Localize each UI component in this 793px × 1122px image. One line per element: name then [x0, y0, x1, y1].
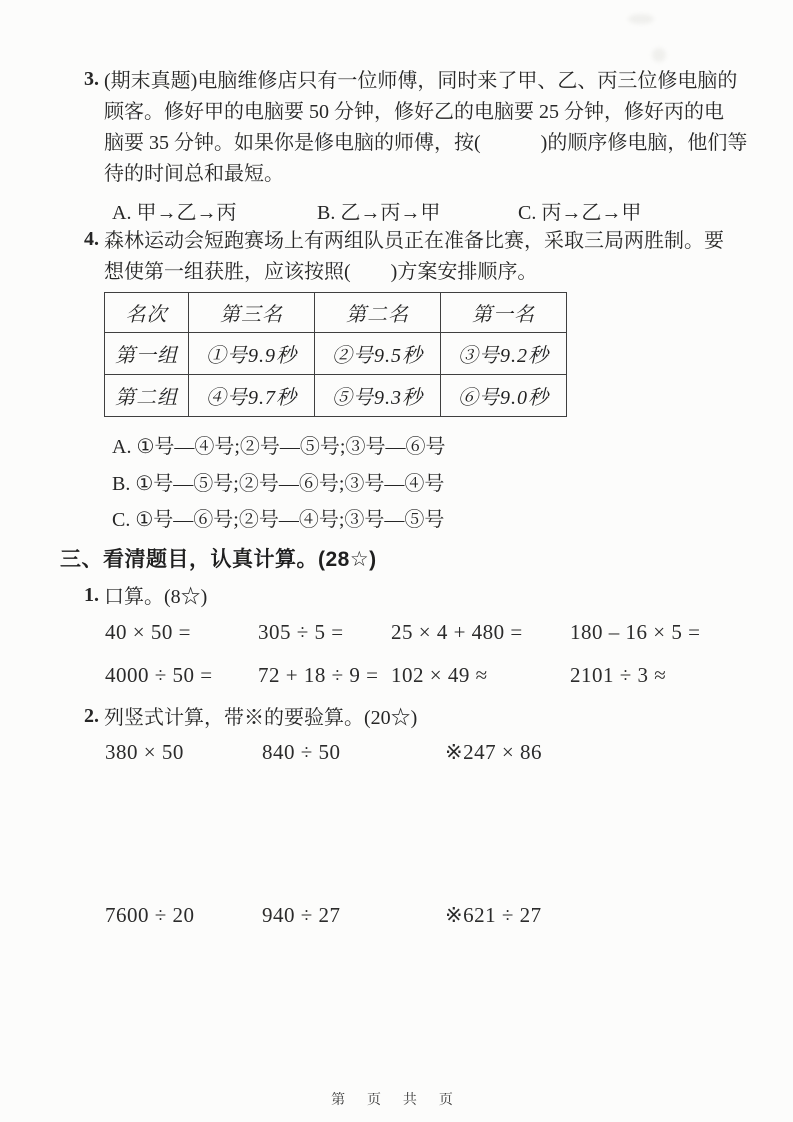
question-4-line-2: 想使第一组获胜，应该按照( )方案安排顺序。	[104, 261, 538, 283]
table-header-rank: 名次	[105, 293, 189, 333]
table-header-row	[105, 293, 567, 333]
section-3-heading: 三、看清题目，认真计算。(28☆)	[60, 548, 377, 571]
oral-calc-1: 40 × 50 =	[105, 620, 191, 644]
question-4-number: 4.	[84, 228, 99, 250]
item-2-title: 列竖式计算，带※的要验算。(20☆)	[104, 707, 418, 729]
table-cell-group2-first: ⑥号9.0秒	[441, 375, 567, 417]
table-cell-group1-first: ③号9.2秒	[441, 333, 567, 375]
table-cell-group2: 第二组	[105, 375, 189, 417]
question-3-line-3: 脑要 35 分钟。如果你是修电脑的师傅，按( )的顺序修电脑，他们等	[104, 132, 748, 154]
question-4-option-b: B. ①号—⑤号;②号—⑥号;③号—④号	[112, 473, 445, 495]
oral-calc-2: 305 ÷ 5 =	[258, 620, 344, 644]
table-cell-group1-third: ①号9.9秒	[189, 333, 315, 375]
table-row	[105, 375, 567, 417]
question-4-option-c: C. ①号—⑥号;②号—④号;③号—⑤号	[112, 509, 445, 531]
table-header-first: 第一名	[441, 293, 567, 333]
vertical-calc-6: ※621 ÷ 27	[445, 903, 542, 927]
vertical-calc-1: 380 × 50	[105, 740, 184, 764]
scan-artifact	[652, 48, 666, 62]
oral-calc-6: 72 + 18 ÷ 9 =	[258, 663, 379, 687]
race-times-table	[104, 292, 567, 417]
vertical-calc-5: 940 ÷ 27	[262, 903, 341, 927]
question-3-option-b: B. 乙→丙→甲	[317, 202, 441, 224]
question-4-option-a: A. ①号—④号;②号—⑤号;③号—⑥号	[112, 436, 446, 458]
vertical-calc-4: 7600 ÷ 20	[105, 903, 195, 927]
question-3-option-a: A. 甲→乙→丙	[112, 202, 237, 224]
question-4-line-1: 森林运动会短跑赛场上有两组队员正在准备比赛，采取三局两胜制。要	[104, 230, 724, 252]
scan-artifact	[628, 14, 654, 24]
oral-calc-5: 4000 ÷ 50 =	[105, 663, 213, 687]
question-3-line-2: 顾客。修好甲的电脑要 50 分钟，修好乙的电脑要 25 分钟，修好丙的电	[104, 101, 724, 123]
table-cell-group2-third: ④号9.7秒	[189, 375, 315, 417]
question-3-option-c: C. 丙→乙→甲	[518, 202, 642, 224]
table-header-third: 第三名	[189, 293, 315, 333]
question-3-number: 3.	[84, 68, 99, 90]
table-row	[105, 333, 567, 375]
table-cell-group1-second: ②号9.5秒	[315, 333, 441, 375]
oral-calc-7: 102 × 49 ≈	[391, 663, 488, 687]
item-2-number: 2.	[84, 705, 99, 727]
question-3-line-1: (期末真题)电脑维修店只有一位师傅，同时来了甲、乙、丙三位修电脑的	[104, 70, 738, 92]
table-cell-group2-second: ⑤号9.3秒	[315, 375, 441, 417]
vertical-calc-2: 840 ÷ 50	[262, 740, 341, 764]
table-cell-group1: 第一组	[105, 333, 189, 375]
item-1-number: 1.	[84, 584, 99, 606]
oral-calc-8: 2101 ÷ 3 ≈	[570, 663, 667, 687]
oral-calc-4: 180 – 16 × 5 =	[570, 620, 701, 644]
question-3-line-4: 待的时间总和最短。	[104, 163, 284, 185]
oral-calc-3: 25 × 4 + 480 =	[391, 620, 523, 644]
table-header-second: 第二名	[315, 293, 441, 333]
page-footer: 第 页 共 页	[331, 1091, 462, 1107]
vertical-calc-3: ※247 × 86	[445, 740, 542, 764]
item-1-title: 口算。(8☆)	[104, 586, 208, 608]
